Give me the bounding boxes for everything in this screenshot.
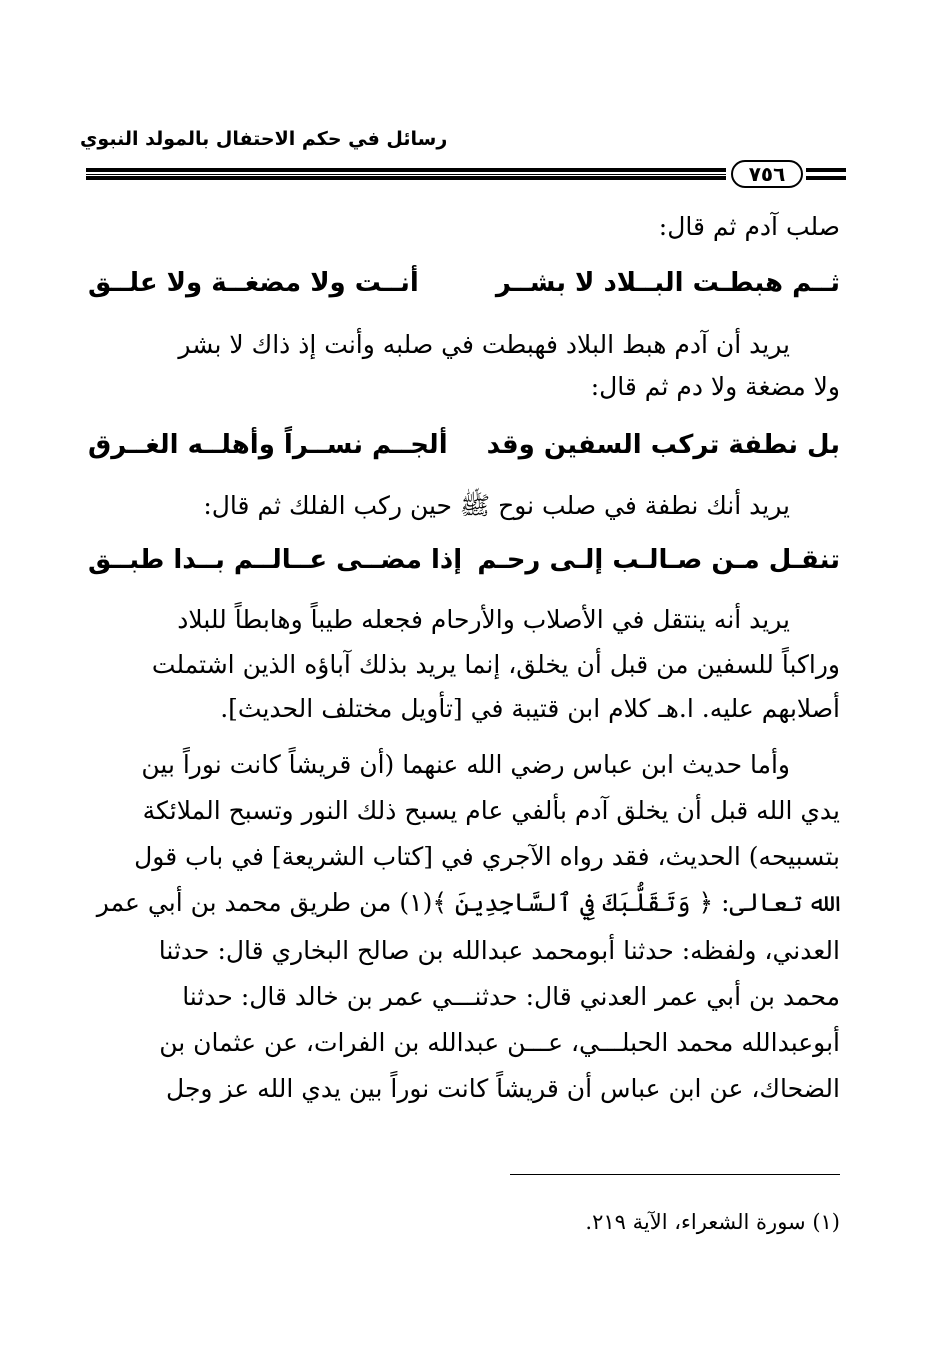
body-line: الضحاك، عن ابن عباس أن قريشاً كانت نوراً بين يدي الله عز وجل (166, 1074, 840, 1103)
body-line: بتسبيحه) الحديث، فقد رواه الآجري في [كتاب الشريعة] في باب قول (134, 842, 840, 871)
verse-hemistich-first: ثــم هبطـت البــلاد لا بشــر (495, 268, 840, 298)
verse-hemistich-second: أنــت ولا مضغــة ولا علــق (88, 268, 419, 298)
header-rule-left (86, 168, 726, 180)
body-line-with-quran-verse: الله تعالى: ﴿ وَتَقَلُّبَكَ فِي ٱلسَّاجِدِينَ ﴾(١) من طريق محمد بن أبي عمر (96, 888, 840, 917)
body-line: أصلابهم عليه. ا.هـ كلام ابن قتيبة في [تأويل مختلف الحديث]. (220, 694, 840, 723)
body-line: العدني، ولفظه: حدثنا أبومحمد عبدالله بن صالح البخاري قال: حدثنا (158, 936, 840, 965)
body-line: يدي الله قبل أن يخلق آدم بألفي عام يسبح ذلك النور وتسبح الملائكة (142, 796, 840, 825)
verse-line (88, 545, 840, 585)
body-line: ولا مضغة ولا دم ثم قال: (590, 372, 840, 401)
footnote: (١) سورة الشعراء، الآية ٢١٩. (585, 1210, 840, 1234)
body-line: وأما حديث ابن عباس رضي الله عنهما (أن قريشاً كانت نوراً بين (141, 750, 790, 779)
footnote-rule (510, 1174, 840, 1175)
verse-line (88, 430, 840, 470)
header-rule-right (806, 168, 846, 180)
verse-hemistich-second: ألجــم نســراً وأهلــه الغــرق (88, 430, 448, 460)
header-rule (86, 160, 846, 190)
body-line: يريد أنه ينتقل في الأصلاب والأرحام فجعله طيباً وهابطاً للبلاد (177, 605, 790, 634)
body-line: أبوعبدالله محمد الحبلـــي، عـــن عبدالله بن الفرات، عن عثمان بن (159, 1028, 840, 1057)
running-title: رسائل في حكم الاحتفال بالمولد النبوي (80, 128, 448, 150)
verse-hemistich-first: بل نطفة تركب السفين وقد (486, 430, 840, 460)
body-line: وراكباً للسفين من قبل أن يخلق، إنما يريد بذلك آباؤه الذين اشتملت (151, 650, 840, 679)
verse-hemistich-second: إذا مضــى عــالــم بــدا طبــق (88, 545, 463, 575)
verse-hemistich-first: تنقـل مـن صـالـب إلـى رحـم (477, 545, 840, 575)
body-line: يريد أنك نطفة في صلب نوح ﷺ حين ركب الفلك ثم قال: (203, 491, 790, 520)
body-line: صلب آدم ثم قال: (658, 212, 840, 241)
body-line: يريد أن آدم هبط البلاد فهبطت في صلبه وأنت إذ ذاك لا بشر (178, 330, 790, 359)
verse-line (88, 268, 840, 308)
body-line: محمد بن أبي عمر العدني قال: حدثنـــي عمر بن خالد قال: حدثنا (182, 982, 840, 1011)
page-number: ٧٥٦ (731, 160, 803, 188)
